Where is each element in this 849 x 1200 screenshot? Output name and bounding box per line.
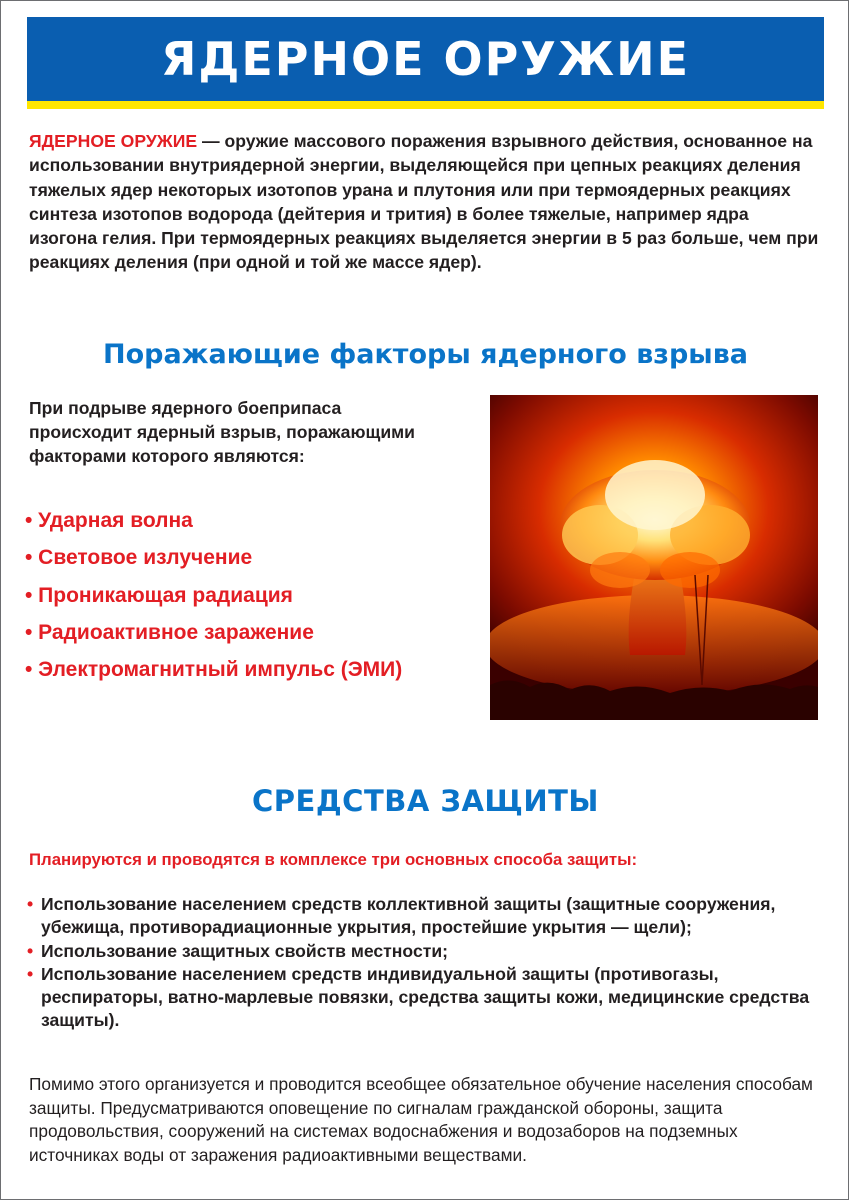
protection-way-text: Использование населением средств коллективной защиты (защитные сооружения, убежища, противорадиационные укрытия, простейшие укрытия — щели); — [41, 894, 776, 938]
protection-way-item — [27, 963, 827, 1033]
page-title: ЯДЕРНОЕ ОРУЖИЕ — [160, 32, 691, 86]
protection-outro: Помимо этого организуется и проводится всеобщее обязательное обучение населения способам защиты. Предусматриваются оповещение по сигналам гражданской обороны, защита продовольствия, сооружений на системах водоснабжения и водозаборов на подземных источниках воды от заражения радиоактивными веществами. — [29, 1074, 813, 1165]
bullet-icon: • — [27, 963, 34, 984]
nuclear-explosion-photo — [490, 395, 818, 720]
intro-term: ЯДЕРНОЕ ОРУЖИЕ — [29, 131, 198, 151]
intro-text: — оружие массового поражения взрывного действия, основанное на использовании внутриядерной энергии, выделяющейся при цепных реакциях деления тяжелых ядер некоторых изотопов урана и плутония или при термоядерных реакциях синтеза изотопов водорода (дейтерия и трития) в более тяжелые, например ядра изогона гелия. При термоядерных реакциях выделяется энергии в 5 раз больше, чем при реакциях деления (при одной и той же массе ядер). — [29, 131, 819, 273]
factors-heading: Поражающие факторы ядерного взрыва — [102, 339, 749, 370]
protection-heading: СРЕДСТВА ЗАЩИТЫ — [252, 784, 599, 818]
protection-way-item — [27, 893, 827, 940]
bullet-icon: • — [27, 894, 34, 914]
factor-item: • Проникающая радиация — [25, 583, 293, 607]
factors-list — [25, 504, 402, 690]
protection-way-item — [27, 940, 827, 963]
title-banner — [27, 17, 824, 109]
protection-plan: Планируются и проводятся в комплексе три основных способа защиты: — [29, 850, 638, 869]
factor-item: • Световое излучение — [25, 546, 253, 570]
intro-paragraph — [29, 129, 819, 275]
factors-lead: При подрыве ядерного боеприпаса происходит ядерный взрыв, поражающими факторами которого являются: — [29, 398, 415, 466]
protection-way-text: Использование населением средств индивидуальной защиты (противогазы, респираторы, ватно-марлевые повязки, средства защиты кожи, медицинские средства защиты). — [41, 963, 810, 1031]
factor-item: • Электромагнитный импульс (ЭМИ) — [25, 658, 403, 682]
protection-ways-list — [27, 893, 827, 1033]
factor-item: • Радиоактивное заражение — [25, 620, 314, 644]
mushroom-cloud-illustration — [490, 395, 818, 720]
protection-way-text: Использование защитных свойств местности; — [41, 940, 449, 961]
bullet-icon: • — [27, 940, 34, 961]
factor-item: • Ударная волна — [25, 509, 193, 532]
